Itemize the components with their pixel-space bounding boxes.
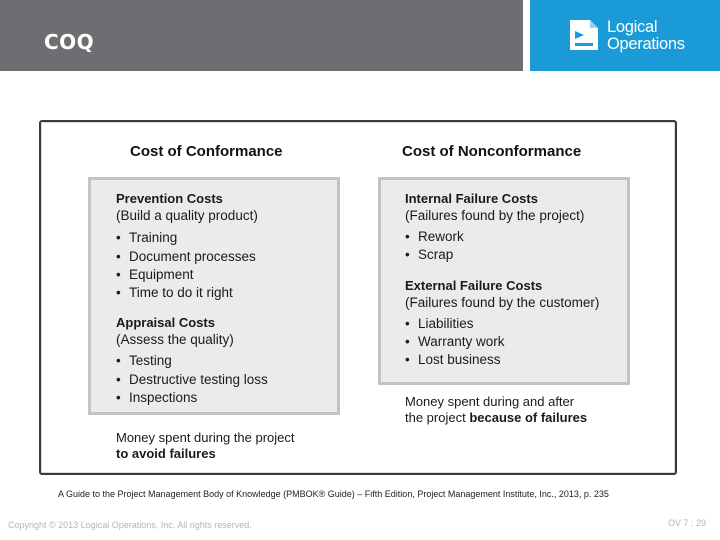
logo-wordmark [607,19,685,53]
page-title: COQ [44,30,95,54]
page-number: OV 7 : 29 [667,518,706,528]
header-bar [0,0,523,71]
nonconformance-summary [405,394,587,426]
appraisal-title: Appraisal Costs [116,315,215,330]
conformance-heading: Cost of Conformance [130,143,283,160]
internal-failure-title: Internal Failure Costs [405,191,538,206]
copyright: Copyright © 2013 Logical Operations, Inc. All rights reserved. [8,520,252,530]
internal-failure-subtitle: (Failures found by the project) [405,208,585,223]
nonconformance-heading: Cost of Nonconformance [402,143,582,160]
list-item: • Destructive testing loss [116,371,268,389]
list-item: • Equipment [116,266,194,284]
logo-line-1: Logical [607,18,658,36]
prevention-title: Prevention Costs [116,191,223,206]
coq-diagram [39,120,677,475]
list-item: • Document processes [116,248,256,266]
citation: A Guide to the Project Management Body of Knowledge (PMBOK® Guide) – Fifth Edition, Project Management Institute, Inc., 2013, p. 235 [58,489,609,499]
appraisal-subtitle: (Assess the quality) [116,332,234,347]
external-failure-subtitle: (Failures found by the customer) [405,295,600,310]
nonconformance-summary-line-1: Money spent during and after [405,394,575,409]
nonconformance-summary-bold: because of failures [469,410,588,425]
list-item: • Testing [116,352,172,370]
list-item: • Warranty work [405,333,505,351]
logo-mark-icon [568,18,600,52]
nonconformance-summary-prefix: the project [405,410,470,425]
conformance-summary-line-2: to avoid failures [116,446,216,461]
list-item: • Lost business [405,351,501,369]
logo-line-2: Operations [607,35,685,53]
list-item: • Training [116,229,177,247]
conformance-summary-line-1: Money spent during the project [116,430,295,445]
list-item: • Liabilities [405,315,474,333]
list-item: • Scrap [405,246,453,264]
prevention-subtitle: (Build a quality product) [116,208,258,223]
external-failure-title: External Failure Costs [405,278,543,293]
list-item: • Time to do it right [116,284,233,302]
list-item: • Rework [405,228,464,246]
logo [530,0,720,71]
conformance-summary [116,430,295,462]
list-item: • Inspections [116,389,197,407]
